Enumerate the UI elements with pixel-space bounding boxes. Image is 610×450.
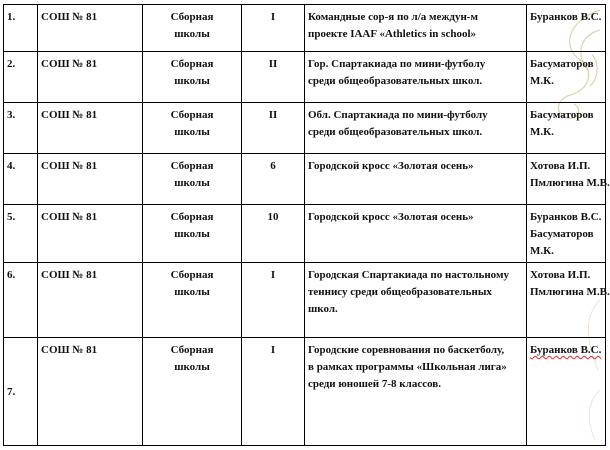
table-row (4, 263, 606, 338)
row-number: 4. (4, 154, 38, 205)
coach-name: Пмлюгина М.В. (530, 177, 610, 189)
school-name: СОШ № 81 (38, 263, 143, 338)
event-line: среди общеобразовательных школ. (308, 75, 483, 87)
school-name: СОШ № 81 (38, 205, 143, 263)
team-line: школы (174, 228, 210, 240)
row-number: 5. (4, 205, 38, 263)
table-row (4, 52, 606, 103)
coach-name: Хотова И.П. (530, 269, 591, 281)
event-line: школ. (308, 303, 338, 315)
event-line: теннису среди общеобразовательных (308, 286, 492, 298)
school-name: СОШ № 81 (38, 338, 143, 446)
row-number: 3. (4, 103, 38, 154)
team-cell (143, 205, 242, 263)
row-number: 6. (4, 263, 38, 338)
team-cell (143, 5, 242, 52)
team-cell (143, 338, 242, 446)
coach-name: Басуматоров (530, 58, 594, 70)
coach-name: М.К. (530, 245, 554, 257)
event-line: Городские соревнования по баскетболу, (308, 344, 505, 356)
coach-cell (527, 154, 610, 205)
row-number: 1. (4, 5, 38, 52)
event-cell (305, 103, 527, 154)
place-cell: 10 (242, 205, 305, 263)
coach-name: М.К. (530, 126, 554, 138)
team-cell (143, 154, 242, 205)
team-cell (143, 263, 242, 338)
team-cell (143, 103, 242, 154)
event-cell (305, 205, 527, 263)
place-cell: II (242, 103, 305, 154)
event-line: среди юношей 7-8 классов. (308, 378, 441, 390)
coach-name: Буранков В.С. (530, 211, 602, 223)
event-line: Городской кросс «Золотая осень» (308, 211, 474, 223)
coach-name: Буранков В.С. (530, 344, 602, 356)
event-line: в рамках программы «Школьная лига» (308, 361, 507, 373)
event-line: Обл. Спартакиада по мини-футболу (308, 109, 488, 121)
team-line: школы (174, 286, 210, 298)
event-cell (305, 5, 527, 52)
table-row (4, 205, 606, 263)
coach-name: Пмлюгина М.В. (530, 286, 610, 298)
coach-name: Хотова И.П. (530, 160, 591, 172)
coach-cell (527, 52, 606, 103)
event-cell (305, 154, 527, 205)
table-row (4, 338, 606, 446)
place-cell: I (242, 263, 305, 338)
team-line: школы (174, 28, 210, 40)
coach-name: Басуматоров (530, 109, 594, 121)
row-number: 7. (4, 338, 38, 446)
competition-results-table (3, 4, 610, 446)
event-cell (305, 338, 527, 446)
event-line: среди общеобразовательных школ. (308, 126, 483, 138)
team-line: Сборная (170, 11, 214, 23)
school-name: СОШ № 81 (38, 103, 143, 154)
place-cell: I (242, 5, 305, 52)
table-row (4, 5, 606, 52)
table-row (4, 154, 606, 205)
table-row (4, 103, 606, 154)
coach-cell (527, 263, 610, 338)
coach-cell (527, 338, 606, 446)
coach-name: Басуматоров (530, 228, 594, 240)
event-line: Городская Спартакиада по настольному (308, 269, 509, 281)
place-cell: I (242, 338, 305, 446)
coach-cell (527, 5, 606, 52)
event-line: Командные сор-я по л/а междун-м (308, 11, 478, 23)
team-line: школы (174, 75, 210, 87)
place-cell: II (242, 52, 305, 103)
team-line: Сборная (170, 211, 214, 223)
event-line: Гор. Спартакиада по мини-футболу (308, 58, 486, 70)
team-line: школы (174, 126, 210, 138)
school-name: СОШ № 81 (38, 154, 143, 205)
event-cell (305, 52, 527, 103)
place-cell: 6 (242, 154, 305, 205)
team-line: школы (174, 361, 210, 373)
team-line: Сборная (170, 344, 214, 356)
school-name: СОШ № 81 (38, 5, 143, 52)
coach-cell (527, 103, 606, 154)
team-line: Сборная (170, 109, 214, 121)
row-number: 2. (4, 52, 38, 103)
coach-name: Буранков В.С. (530, 11, 602, 23)
team-line: Сборная (170, 160, 214, 172)
team-line: Сборная (170, 58, 214, 70)
team-line: школы (174, 177, 210, 189)
event-line: проекте IAAF «Athletics in school» (308, 28, 476, 40)
team-line: Сборная (170, 269, 214, 281)
team-cell (143, 52, 242, 103)
coach-cell (527, 205, 606, 263)
school-name: СОШ № 81 (38, 52, 143, 103)
coach-name: М.К. (530, 75, 554, 87)
event-cell (305, 263, 527, 338)
event-line: Городской кросс «Золотая осень» (308, 160, 474, 172)
